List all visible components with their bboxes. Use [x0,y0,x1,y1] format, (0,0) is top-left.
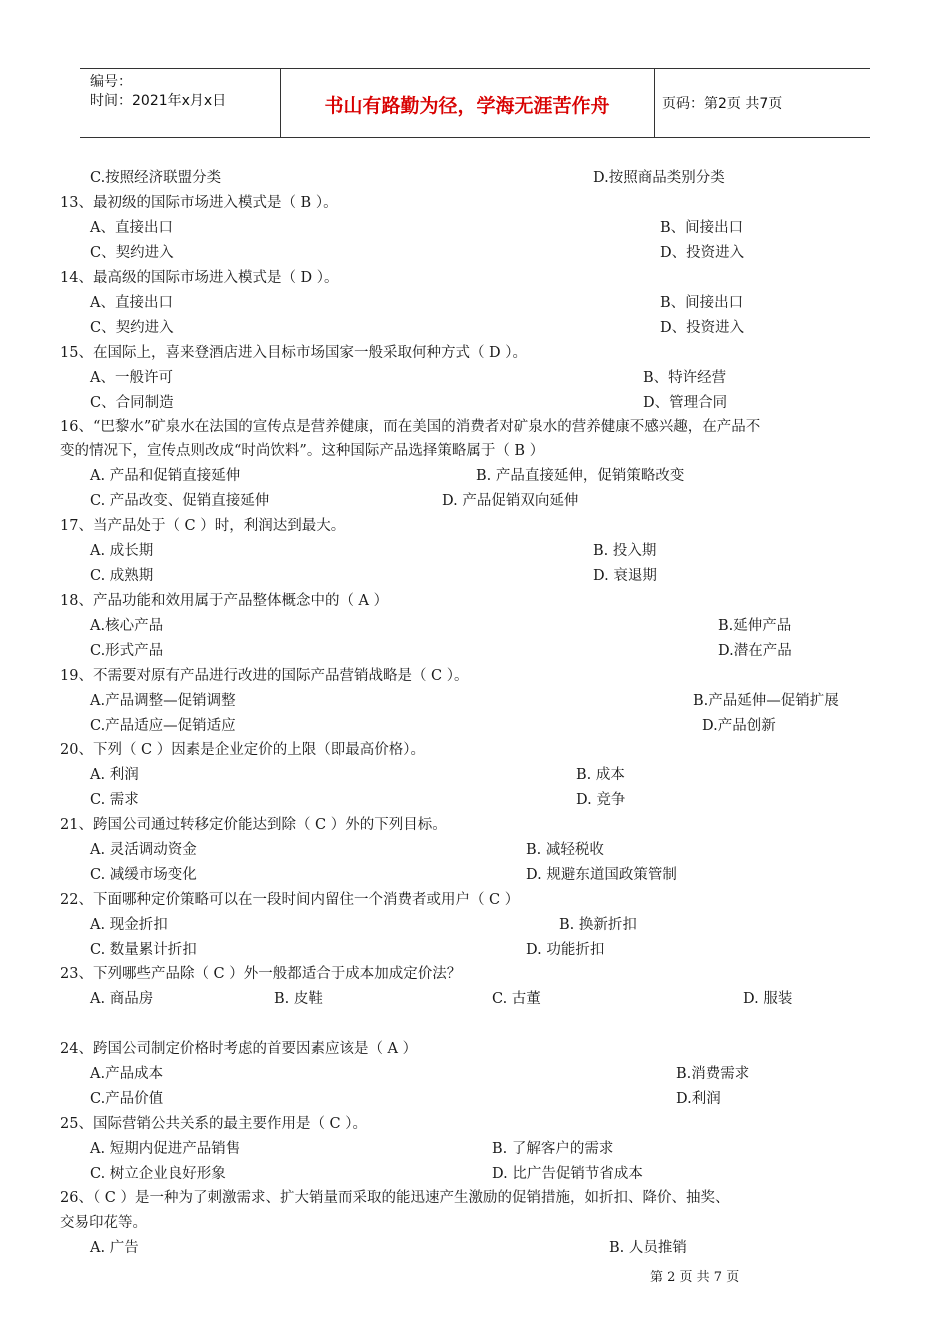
question-line: C.形式产品 [90,643,164,659]
question-line: B.延伸产品 [718,618,792,634]
question-line: A.产品成本 [90,1066,164,1082]
question-line: A、直接出口 [90,220,173,236]
question-line: D、投资进入 [660,245,745,261]
question-line: C.产品适应—促销适应 [90,718,236,734]
question-line: 交易印花等。 [60,1215,147,1231]
question-line: C. 产品改变、促销直接延伸 [90,493,270,509]
page-header [80,68,870,138]
question-line: C. 树立企业良好形象 [90,1166,226,1182]
question-line: D. 衰退期 [593,568,657,584]
question-line: B. 投入期 [593,543,657,559]
question-line: 21、跨国公司通过转移定价能达到除（ C ）外的下列目标。 [60,817,447,833]
question-line: D.按照商品类别分类 [593,170,725,186]
question-line: D. 服装 [743,991,793,1007]
question-line: D. 产品促销双向延伸 [442,493,579,509]
question-line: D. 功能折扣 [526,942,605,958]
question-line: D. 比广告促销节省成本 [492,1166,643,1182]
question-line: D、投资进入 [660,320,745,336]
question-line: D.产品创新 [702,718,776,734]
question-line: C、合同制造 [90,395,174,411]
question-line: B.产品延伸—促销扩展 [693,693,839,709]
question-line: 17、当产品处于（ C ）时，利润达到最大。 [60,518,346,534]
header-motto: 书山有路勤为径，学海无涯苦作舟 [324,95,610,117]
question-line: C. 古董 [492,991,541,1007]
question-line: B. 产品直接延伸，促销策略改变 [476,468,685,484]
question-line: B. 成本 [576,767,625,783]
question-line: C.按照经济联盟分类 [90,170,222,186]
question-line: 13、最初级的国际市场进入模式是（ B ）。 [60,195,338,211]
header-page-label: 页码：第2页 共7页 [662,96,783,112]
question-line: A. 商品房 [90,991,154,1007]
question-line: 23、下列哪些产品除（ C ）外一般都适合于成本加成定价法？ [60,966,462,982]
question-line: C、契约进入 [90,245,174,261]
question-line: D. 竞争 [576,792,626,808]
question-line: 19、不需要对原有产品进行改进的国际产品营销战略是（ C ）。 [60,668,469,684]
question-line: 24、跨国公司制定价格时考虑的首要因素应该是（ A ） [60,1041,418,1057]
question-line: A.产品调整—促销调整 [90,693,236,709]
question-line: C、契约进入 [90,320,174,336]
question-line: 25、国际营销公共关系的最主要作用是（ C ）。 [60,1116,368,1132]
question-line: B、特许经营 [643,370,727,386]
question-line: D.潜在产品 [718,643,792,659]
question-line: A. 短期内促进产品销售 [90,1141,241,1157]
question-line: 20、下列（ C ）因素是企业定价的上限（即最高价格）。 [60,742,426,758]
question-line: C. 减缓市场变化 [90,867,197,883]
question-line: C. 成熟期 [90,568,154,584]
question-line: B. 皮鞋 [274,991,323,1007]
question-line: 15、在国际上，喜来登酒店进入目标市场国家一般采取何种方式（ D ）。 [60,345,528,361]
question-line: A、直接出口 [90,295,173,311]
question-line: A. 广告 [90,1240,139,1256]
question-line: B. 换新折扣 [559,917,637,933]
question-line: C. 数量累计折扣 [90,942,197,958]
question-line: D. 规避东道国政策管制 [526,867,677,883]
question-line: 14、最高级的国际市场进入模式是（ D ）。 [60,270,339,286]
question-line: B、间接出口 [660,220,744,236]
question-line: D、管理合同 [643,395,728,411]
header-divider [654,69,655,137]
page-footer: 第 2 页 共 7 页 [650,1270,740,1285]
question-line: 16、“巴黎水”矿泉水在法国的宣传点是营养健康，而在美国的消费者对矿泉水的营养健康不感兴趣，在产品不 [60,419,761,435]
question-line: B. 了解客户的需求 [492,1141,614,1157]
question-line: C.产品价值 [90,1091,164,1107]
question-line: 22、下面哪种定价策略可以在一段时间内留住一个消费者或用户（ C ） [60,892,520,908]
question-line: A. 利润 [90,767,139,783]
question-line: C. 需求 [90,792,139,808]
question-line: B.消费需求 [676,1066,750,1082]
question-line: 18、产品功能和效用属于产品整体概念中的（ A ） [60,593,389,609]
question-line: A. 灵活调动资金 [90,842,197,858]
document-number-label: 编号： [90,74,132,90]
question-line: 26、（ C ）是一种为了刺激需求、扩大销量而采取的能迅速产生激励的促销措施，如折扣、降价、抽奖、 [60,1190,730,1206]
question-line: A. 现金折扣 [90,917,168,933]
question-line: D.利润 [676,1091,721,1107]
question-line: 变的情况下，宣传点则改成“时尚饮料”。这种国际产品选择策略属于（ B ） [60,443,545,459]
question-line: B、间接出口 [660,295,744,311]
question-line: A. 成长期 [90,543,154,559]
header-info [90,73,226,111]
question-line: A.核心产品 [90,618,164,634]
question-line: B. 人员推销 [609,1240,687,1256]
question-line: A. 产品和促销直接延伸 [90,468,241,484]
question-line: B. 减轻税收 [526,842,604,858]
document-date-label: 时间：2021年x月x日 [90,93,227,109]
question-line: A、一般许可 [90,370,173,386]
